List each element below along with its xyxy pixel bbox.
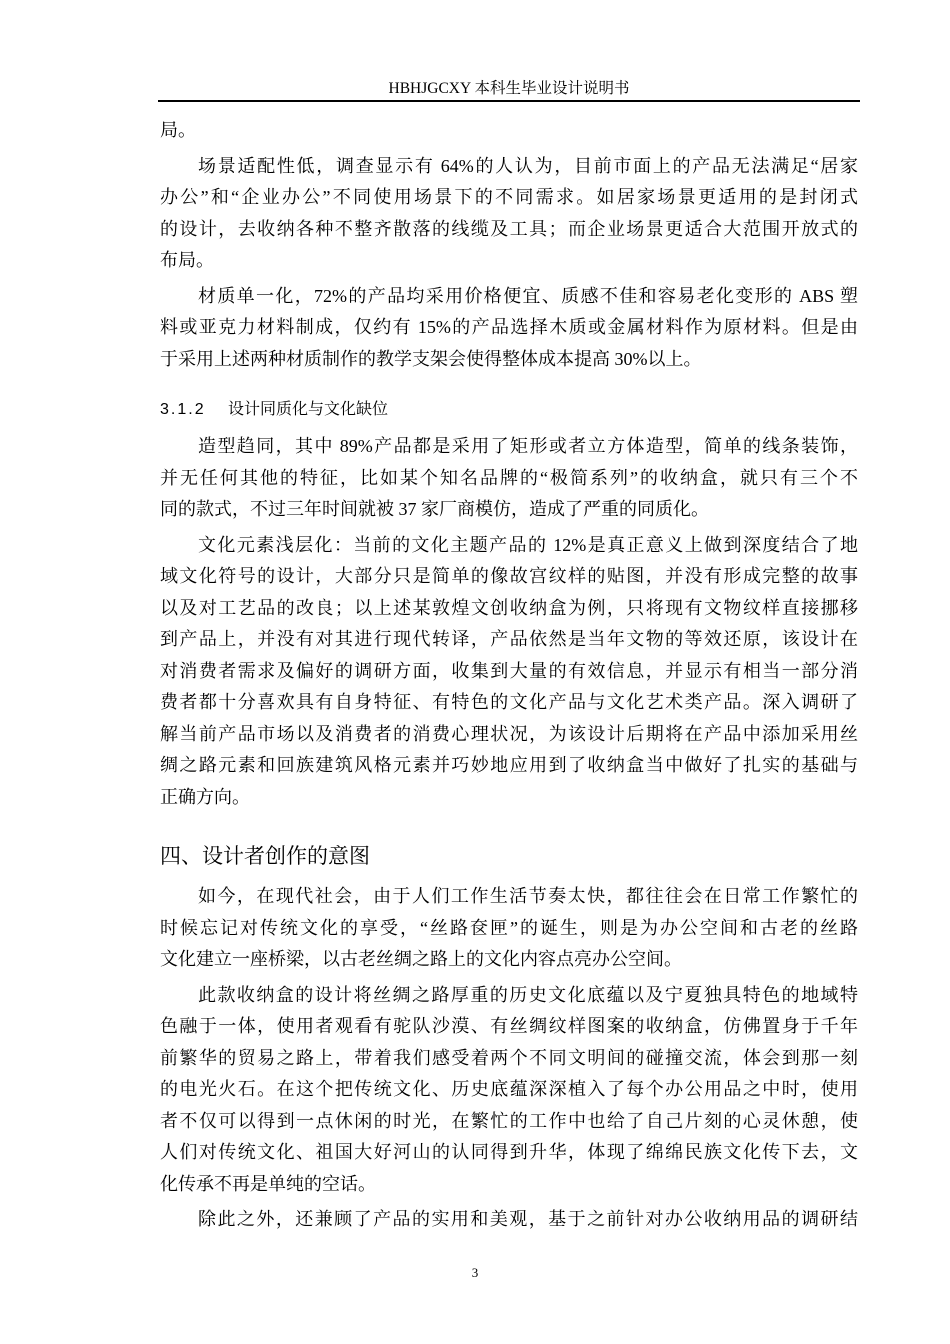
section-number: 3.1.2 — [160, 401, 206, 418]
text-line: 绸之路元素和回族建筑风格元素并巧妙地应用到了收纳盒当中做好了扎实的基础与 — [160, 755, 858, 775]
text-line: 此款收纳盒的设计将丝绸之路厚重的历史文化底蕴以及宁夏独具特色的地域特 — [198, 984, 858, 1005]
text-line: 费者都十分喜欢具有自身特征、有特色的文化产品与文化艺术类产品。深入调研了 — [160, 692, 858, 712]
text-line: 除此之外，还兼顾了产品的实用和美观，基于之前针对办公收纳用品的调研结 — [198, 1209, 858, 1229]
paragraph — [160, 1204, 858, 1236]
text-line: 布局。 — [160, 250, 214, 270]
text-line: 解当前产品市场以及消费者的消费心理状况，为该设计后期将在产品中添加采用丝 — [160, 723, 858, 744]
text-line: 文化元素浅层化：当前的文化主题产品的 12%是真正意义上做到深度结合了地 — [198, 534, 858, 555]
paragraph — [160, 281, 858, 376]
header-rule — [158, 100, 860, 102]
text-line: 局。 — [160, 120, 196, 140]
document-body — [160, 115, 858, 1236]
page-number: 3 — [471, 1265, 479, 1280]
text-line: 于采用上述两种材质制作的教学支架会使得整体成本提高 30%以上。 — [160, 348, 702, 369]
text-line: 时候忘记对传统文化的享受，“丝路奁匣”的诞生，则是为办公空间和古老的丝路 — [160, 917, 858, 938]
text-line: 人们对传统文化、祖国大好河山的认同得到升华，体现了绵绵民族文化传下去，文 — [160, 1142, 858, 1162]
chapter-heading: 四、设计者创作的意图 — [160, 845, 370, 868]
text-line: 的设计，去收纳各种不整齐散落的线缆及工具；而企业场景更适合大范围开放式的 — [160, 218, 858, 239]
text-line: 料或亚克力材料制成，仅约有 15%的产品选择木质或金属材料作为原材料。但是由 — [160, 317, 858, 337]
text-line: 前繁华的贸易之路上，带着我们感受着两个不同文明间的碰撞交流，体会到那一刻 — [160, 1047, 858, 1068]
text-line: 材质单一化，72%的产品均采用价格便宜、质感不佳和容易老化变形的 ABS 塑 — [198, 285, 858, 306]
text-line: 的电光火石。在这个把传统文化、历史底蕴深深植入了每个办公用品之中时，使用 — [160, 1079, 858, 1099]
text-line: 对消费者需求及偏好的调研方面，收集到大量的有效信息，并显示有相当一部分消 — [160, 660, 858, 681]
text-line: 者不仅可以得到一点休闲的时光，在繁忙的工作中也给了自己片刻的心灵休憩，使 — [160, 1110, 858, 1131]
running-header: HBHJGCXY 本科生毕业设计说明书 — [388, 80, 630, 97]
paragraph — [160, 530, 858, 814]
text-line: 造型趋同，其中 89%产品都是采用了矩形或者立方体造型，简单的线条装饰， — [198, 436, 858, 456]
text-line: 正确方向。 — [160, 786, 250, 807]
text-line: 色融于一体，使用者观看有驼队沙漠、有丝绸纹样图案的收纳盒，仿佛置身于千年 — [160, 1016, 858, 1036]
text-line: 并无任何其他的特征，比如某个知名品牌的“极简系列”的收纳盒，就只有三个不 — [160, 467, 858, 488]
paragraph — [160, 115, 858, 147]
text-line: 化传承不再是单纯的空话。 — [160, 1173, 376, 1194]
text-line: 同的款式，不过三年时间就被 37 家厂商模仿，造成了严重的同质化。 — [160, 499, 709, 519]
paragraph — [160, 151, 858, 277]
section-title: 设计同质化与文化缺位 — [228, 401, 389, 418]
paragraph — [160, 980, 858, 1201]
text-line: 如今，在现代社会，由于人们工作生活节奏太快，都往往会在日常工作繁忙的 — [198, 886, 858, 906]
text-line: 域文化符号的设计，大部分只是简单的像故宫纹样的贴图，并没有形成完整的故事 — [160, 566, 858, 586]
text-line: 场景适配性低，调查显示有 64%的人认为，目前市面上的产品无法满足“居家 — [198, 155, 858, 176]
text-line: 到产品上，并没有对其进行现代转译，产品依然是当年文物的等效还原，该设计在 — [160, 629, 858, 649]
paragraph — [160, 881, 858, 976]
paragraph — [160, 431, 858, 526]
text-line: 办公”和“企业办公”不同使用场景下的不同需求。如居家场景更适用的是封闭式 — [160, 187, 858, 207]
text-line: 以及对工艺品的改良；以上述某敦煌文创收纳盒为例，只将现有文物纹样直接挪移 — [160, 597, 858, 618]
text-line: 文化建立一座桥梁，以古老丝绸之路上的文化内容点亮办公空间。 — [160, 949, 682, 969]
section-heading — [160, 395, 858, 425]
